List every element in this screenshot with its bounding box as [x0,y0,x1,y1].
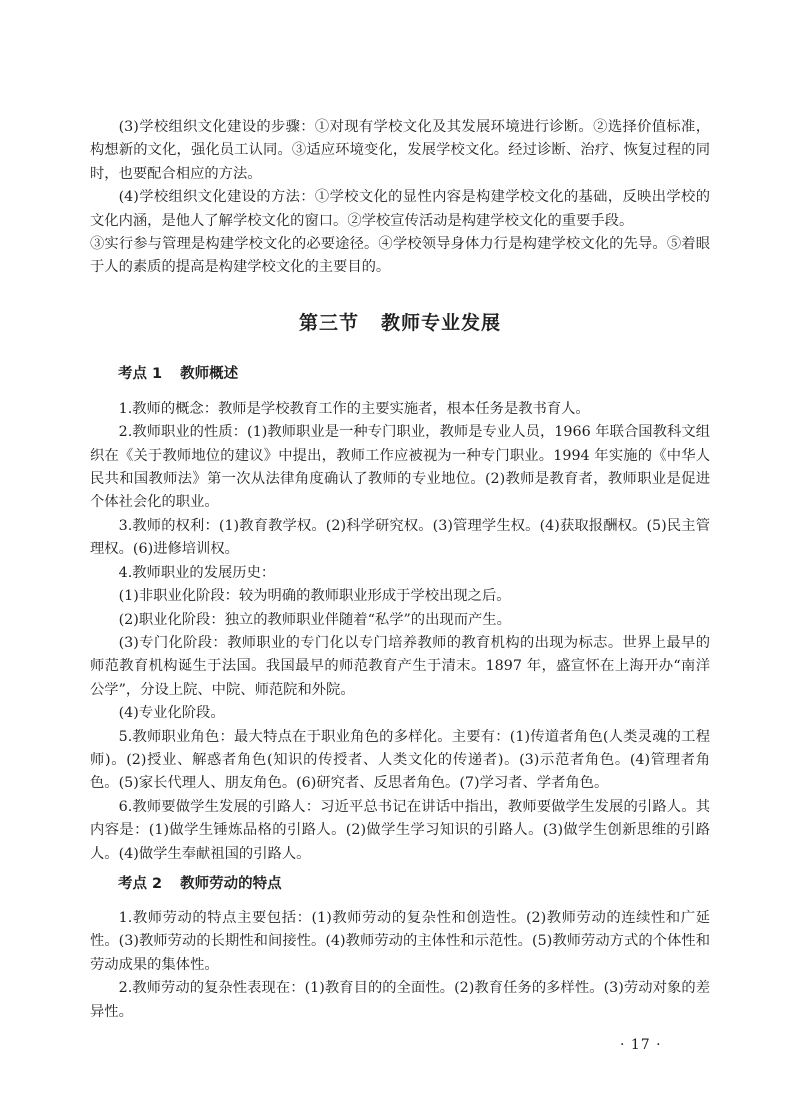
kaodian-label: 考点 1 [118,365,163,382]
paragraph-teacher-guide: 6.教师要做学生发展的引路人：习近平总书记在讲话中指出，教师要做学生发展的引路人。其内容是：(1)做学生锤炼品格的引路人。(2)做学生学习知识的引路人。(3)做学生创新思维的引路人。(4)做学生奉献祖国的引路人。 [90,798,710,862]
paragraph-labor-complexity: 2.教师劳动的复杂性表现在：(1)教育目的的全面性。(2)教育任务的多样性。(3)劳动对象的差异性。 [90,980,710,1020]
paragraph-teacher-nature: 2.教师职业的性质：(1)教师职业是一种专门职业，教师是专业人员，1966 年联合国教科文组织在《关于教师地位的建议》中提出，教师工作应被视为一种专门职业。1994 年实施的《中华人民共和国教师法》第一次从法律角度确认了教师的专业地位。(2)教师是教育者，教师职业是促进个体社会化的职业。 [90,424,710,511]
paragraph-history-1: (1)非职业化阶段：较为明确的教师职业形成于学校出现之后。 [118,588,511,605]
kaodian-1-heading [90,362,710,386]
page-content [90,116,710,1024]
paragraph-culture-methods-cont: ③实行参与管理是构建学校文化的必要途径。④学校领导身体力行是构建学校文化的先导。⑤着眼于人的素质的提高是构建学校文化的主要目的。 [90,236,710,276]
kaodian-2-heading [90,872,710,896]
paragraph-history-heading: 4.教师职业的发展历史： [118,564,276,581]
paragraph-teacher-concept: 1.教师的概念：教师是学校教育工作的主要实施者，根本任务是教书育人。 [118,400,590,417]
paragraph-labor-features: 1.教师劳动的特点主要包括：(1)教师劳动的复杂性和创造性。(2)教师劳动的连续性和广延性。(3)教师劳动的长期性和间接性。(4)教师劳动的主体性和示范性。(5)教师劳动方式的个体性和劳动成果的集体性。 [90,909,710,973]
paragraph-history-3: (3)专门化阶段：教师职业的专门化以专门培养教师的教育机构的出现为标志。世界上最早的师范教育机构诞生于法国。我国最早的师范教育产生于清末。1897 年，盛宣怀在上海开办“南洋公学”，分设上院、中院、师范院和外院。 [90,634,710,698]
paragraph-history-2: (2)职业化阶段：独立的教师职业伴随着“私学”的出现而产生。 [118,611,511,628]
paragraph-teacher-roles: 5.教师职业角色：最大特点在于职业角色的多样化。主要有：(1)传道者角色(人类灵魂的工程师)。(2)授业、解惑者角色(知识的传授者、人类文化的传递者)。(3)示范者角色。(4)管理者角色。(5)家长代理人、朋友角色。(6)研究者、反思者角色。(7)学习者、学者角色。 [90,728,710,792]
paragraph-history-4: (4)专业化阶段。 [118,705,225,722]
section-number: 第三节 [298,311,359,334]
page-number: · 17 · [620,1037,662,1053]
section-heading [90,308,710,338]
kaodian-title: 教师劳动的特点 [180,875,282,892]
section-title: 教师专业发展 [381,311,502,334]
paragraph-culture-methods: (4)学校组织文化建设的方法：①学校文化的显性内容是构建学校文化的基础，反映出学校的文化内涵，是他人了解学校文化的窗口。②学校宣传活动是构建学校文化的重要手段。 [90,189,710,229]
paragraph-culture-steps: (3)学校组织文化建设的步骤：①对现有学校文化及其发展环境进行诊断。②选择价值标准，构想新的文化，强化员工认同。③适应环境变化，发展学校文化。经过诊断、治疗、恢复过程的同时，也要配合相应的方法。 [90,119,710,182]
kaodian-title: 教师概述 [180,365,239,382]
kaodian-label: 考点 2 [118,875,163,892]
paragraph-teacher-rights: 3.教师的权利：(1)教育教学权。(2)科学研究权。(3)管理学生权。(4)获取报酬权。(5)民主管理权。(6)进修培训权。 [90,517,710,558]
